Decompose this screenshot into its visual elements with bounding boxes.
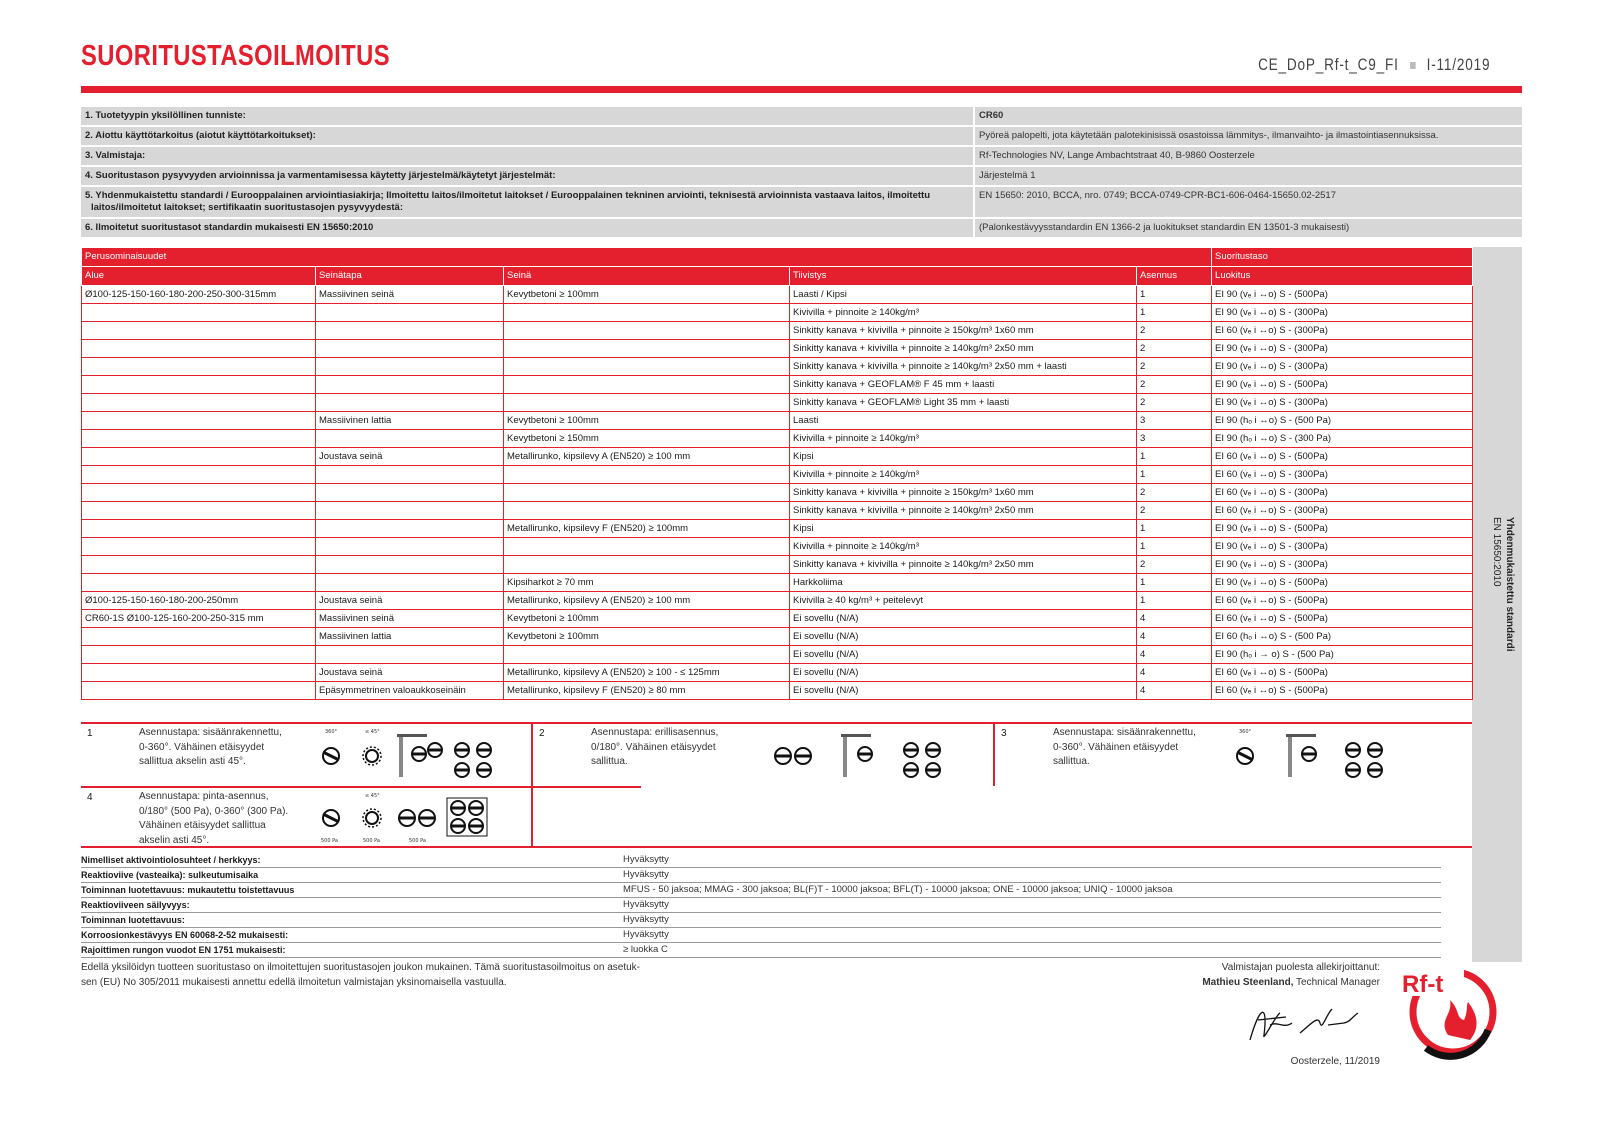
mounting-section [81, 722, 1472, 848]
cell-sealing: Sinkitty kanava + kivivilla + pinnoite ≥ 140kg/m³ 2x50 mm [790, 556, 1137, 574]
table-row [82, 682, 1473, 700]
cell-installation: 1 [1137, 538, 1212, 556]
cell-wall [504, 304, 790, 322]
cell-sealing: Kivivilla + pinnoite ≥ 140kg/m³ [790, 430, 1137, 448]
info-value: Rf-Technologies NV, Lange Ambachtstraat 40, B-9860 Oosterzele [973, 147, 1522, 165]
cell-sealing: Sinkitty kanava + GEOFLAM® Light 35 mm + laasti [790, 394, 1137, 412]
cell-wall: Kevytbetoni ≥ 100mm [504, 286, 790, 304]
table-row [82, 466, 1473, 484]
column-header-classification: Luokitus [1212, 267, 1473, 286]
cell-sealing: Sinkitty kanava + kivivilla + pinnoite ≥ 140kg/m³ 2x50 mm [790, 502, 1137, 520]
property-key: Reaktioviiveen säilyvyys: [81, 900, 190, 910]
doc-code: CE_DoP_Rf-t_C9_FI [1257, 55, 1399, 74]
info-value: EN 15650: 2010, BCCA, nro. 0749; BCCA-0749-CPR-BC1-606-0464-15650.02-2517 [973, 187, 1522, 217]
signed-for-label: Valmistajan puolesta allekirjoittanut: [1221, 962, 1380, 973]
property-value: Hyväksytty [623, 854, 669, 865]
cell-area [82, 502, 316, 520]
cell-area [82, 646, 316, 664]
info-key: 4. Suoritustason pysyvyyden arvioinnissa ja varmentamisessa käytetty järjestelmä/käytetyt järjestelmät: [81, 167, 973, 185]
column-header-sealing: Tiivistys [790, 267, 1137, 286]
cell-classification: EI 60 (vₑ i ↔o) S - (300Pa) [1212, 502, 1473, 520]
place-date: Oosterzele, 11/2019 [1290, 1056, 1380, 1067]
doc-revision: I-11/2019 [1426, 55, 1490, 74]
property-row [81, 883, 1441, 898]
cell-installation: 4 [1137, 610, 1212, 628]
info-value: CR60 [973, 107, 1522, 125]
cell-classification: EI 90 (vₑ i ↔o) S - (300Pa) [1212, 340, 1473, 358]
mounting-cell-1 [81, 724, 533, 786]
cell-installation: 2 [1137, 376, 1212, 394]
cell-wall-type [316, 304, 504, 322]
cell-classification: EI 60 (vₑ i ↔o) S - (300Pa) [1212, 484, 1473, 502]
cell-wall [504, 484, 790, 502]
mounting-text: Asennustapa: sisäänrakennettu, 0-360°. Vähäinen etäisyydet sallittua akselin asti 45°. [139, 727, 282, 767]
cell-wall-type [316, 646, 504, 664]
info-key: 1. Tuotetyypin yksilöllinen tunniste: [81, 107, 973, 125]
cell-area [82, 484, 316, 502]
signer-name: Mathieu Steenland, [1202, 977, 1294, 988]
cell-wall-type [316, 520, 504, 538]
cell-area [82, 574, 316, 592]
property-row [81, 853, 1441, 868]
cell-area [82, 556, 316, 574]
document-title: SUORITUSTASOILMOITUS [81, 40, 390, 72]
info-section [81, 107, 1522, 239]
cell-area [82, 682, 316, 700]
header-rule [81, 86, 1522, 93]
property-row [81, 943, 1441, 958]
cell-sealing: Ei sovellu (N/A) [790, 664, 1137, 682]
cell-installation: 1 [1137, 448, 1212, 466]
cell-sealing: Kivivilla ≥ 40 kg/m³ + peitelevyt [790, 592, 1137, 610]
info-key: 6. Ilmoitetut suoritustasot standardin mukaisesti EN 15650:2010 [81, 219, 973, 237]
cell-area [82, 376, 316, 394]
table-row [82, 502, 1473, 520]
table-row [82, 628, 1473, 646]
cell-classification: EI 60 (vₑ i ↔o) S - (500Pa) [1212, 664, 1473, 682]
property-key: Toiminnan luotettavuus: mukautettu toistettavuus [81, 885, 295, 895]
label-360: 360° [325, 729, 338, 735]
cell-sealing: Sinkitty kanava + kivivilla + pinnoite ≥ 140kg/m³ 2x50 mm + laasti [790, 358, 1137, 376]
group-header-performance: Suoritustaso [1212, 248, 1473, 267]
cell-area [82, 448, 316, 466]
property-value: Hyväksytty [623, 929, 669, 940]
cell-classification: EI 90 (vₑ i ↔o) S - (300Pa) [1212, 394, 1473, 412]
table-row [82, 412, 1473, 430]
cell-wall-type: Massiivinen lattia [316, 412, 504, 430]
cell-sealing: Sinkitty kanava + GEOFLAM® F 45 mm + laasti [790, 376, 1137, 394]
cell-classification: EI 90 (vₑ i ↔o) S - (500Pa) [1212, 520, 1473, 538]
property-key: Nimelliset aktivointiolosuhteet / herkkyys: [81, 855, 261, 865]
cell-classification: EI 90 (vₑ i ↔o) S - (300Pa) [1212, 304, 1473, 322]
property-value: MFUS - 50 jaksoa; MMAG - 300 jaksoa; BL(F)T - 10000 jaksoa; BFL(T) - 10000 jaksoa; ONE - 10000 jaksoa; UNIQ - 10000 jaksoa [623, 884, 1173, 895]
cell-area [82, 394, 316, 412]
cell-wall-type [316, 376, 504, 394]
property-row [81, 868, 1441, 883]
cell-installation: 3 [1137, 430, 1212, 448]
mounting-text: Asennustapa: sisäänrakennettu, 0-360°. Vähäinen etäisyydet sallittua. [1053, 727, 1196, 767]
cell-classification: EI 90 (hₒ i → o) S - (500 Pa) [1212, 646, 1473, 664]
cell-installation: 1 [1137, 520, 1212, 538]
cell-installation: 2 [1137, 358, 1212, 376]
cell-installation: 1 [1137, 304, 1212, 322]
cell-area [82, 538, 316, 556]
cell-sealing: Kivivilla + pinnoite ≥ 140kg/m³ [790, 538, 1137, 556]
cell-installation: 4 [1137, 682, 1212, 700]
cell-wall-type [316, 430, 504, 448]
mounting-1-diagram [317, 726, 527, 784]
property-key: Reaktioviive (vasteaika): sulkeutumisaika [81, 870, 259, 880]
svg-text:500 Pa: 500 Pa [321, 838, 338, 844]
cell-area: CR60-1S Ø100-125-160-200-250-315 mm [82, 610, 316, 628]
side-label-line2: EN 15650:2010 [1491, 517, 1502, 587]
cell-wall [504, 502, 790, 520]
table-row [82, 520, 1473, 538]
separator-square-icon [1410, 62, 1416, 69]
cell-wall-type [316, 466, 504, 484]
cell-classification: EI 90 (vₑ i ↔o) S - (500Pa) [1212, 574, 1473, 592]
cell-area: Ø100-125-150-160-180-200-250mm [82, 592, 316, 610]
table-row [82, 376, 1473, 394]
mounting-4-diagram [317, 790, 527, 848]
cell-wall [504, 340, 790, 358]
cell-wall-type: Joustava seinä [316, 448, 504, 466]
mounting-number: 4 [87, 792, 93, 803]
cell-wall: Kevytbetoni ≥ 100mm [504, 412, 790, 430]
properties-list [81, 853, 1441, 958]
cell-installation: 2 [1137, 556, 1212, 574]
conformity-statement [81, 960, 640, 990]
cell-installation: 1 [1137, 466, 1212, 484]
svg-text:500 Pa: 500 Pa [409, 838, 426, 844]
signature-image [1240, 995, 1370, 1050]
cell-wall-type [316, 340, 504, 358]
cell-area [82, 628, 316, 646]
cell-wall-type: Joustava seinä [316, 592, 504, 610]
cell-wall-type [316, 538, 504, 556]
cell-area [82, 466, 316, 484]
cell-classification: EI 90 (vₑ i ↔o) S - (500Pa) [1212, 376, 1473, 394]
table-row [82, 592, 1473, 610]
info-value: Pyöreä palopelti, jota käytetään palotekinisissä osastoissa lämmitys-, ilmanvaihto- ja ilmastointiasennuksissa. [973, 127, 1522, 145]
cell-installation: 2 [1137, 502, 1212, 520]
mounting-number: 2 [539, 728, 545, 739]
cell-wall: Metallirunko, kipsilevy A (EN520) ≥ 100 mm [504, 592, 790, 610]
cell-installation: 2 [1137, 340, 1212, 358]
cell-installation: 1 [1137, 286, 1212, 304]
cell-sealing: Sinkitty kanava + kivivilla + pinnoite ≥ 150kg/m³ 1x60 mm [790, 484, 1137, 502]
info-row [81, 167, 1522, 187]
cell-sealing: Ei sovellu (N/A) [790, 628, 1137, 646]
table-row [82, 484, 1473, 502]
svg-text:≤ 45°: ≤ 45° [365, 793, 380, 799]
cell-classification: EI 90 (vₑ i ↔o) S - (500Pa) [1212, 286, 1473, 304]
column-header-wall: Seinä [504, 267, 790, 286]
cell-sealing: Laasti / Kipsi [790, 286, 1137, 304]
cell-area: Ø100-125-150-160-180-200-250-300-315mm [82, 286, 316, 304]
mounting-3-diagram [1231, 726, 1441, 784]
table-row [82, 304, 1473, 322]
cell-wall [504, 376, 790, 394]
cell-wall-type: Massiivinen lattia [316, 628, 504, 646]
signer-block [1100, 960, 1380, 990]
cell-classification: EI 90 (vₑ i ↔o) S - (300Pa) [1212, 358, 1473, 376]
svg-text:≤ 45°: ≤ 45° [365, 729, 380, 735]
cell-area [82, 430, 316, 448]
cell-sealing: Laasti [790, 412, 1137, 430]
cell-wall-type [316, 358, 504, 376]
mounting-cell-4 [81, 788, 533, 848]
property-value: Hyväksytty [623, 869, 669, 880]
cell-wall [504, 322, 790, 340]
info-row [81, 219, 1522, 239]
cell-sealing: Kipsi [790, 448, 1137, 466]
cell-classification: EI 90 (hₒ i ↔o) S - (300 Pa) [1212, 430, 1473, 448]
signer-line [1100, 975, 1380, 990]
cell-sealing: Kivivilla + pinnoite ≥ 140kg/m³ [790, 304, 1137, 322]
cell-wall: Metallirunko, kipsilevy A (EN520) ≥ 100 mm [504, 448, 790, 466]
cell-wall-type: Massiivinen seinä [316, 286, 504, 304]
cell-classification: EI 90 (vₑ i ↔o) S - (300Pa) [1212, 556, 1473, 574]
cell-area [82, 664, 316, 682]
cell-area [82, 322, 316, 340]
cell-classification: EI 60 (hₒ i ↔o) S - (500 Pa) [1212, 628, 1473, 646]
table-row [82, 322, 1473, 340]
cell-wall-type: Massiivinen seinä [316, 610, 504, 628]
table-row [82, 394, 1473, 412]
cell-wall [504, 358, 790, 376]
svg-text:360°: 360° [1239, 729, 1252, 735]
cell-sealing: Harkkoliima [790, 574, 1137, 592]
cell-area [82, 412, 316, 430]
cell-wall-type [316, 394, 504, 412]
group-header-basic: Perusominaisuudet [82, 248, 1212, 267]
statement-line-1: Edellä yksilöidyn tuotteen suoritustaso on ilmoitettujen suoritustasojen joukon mukainen. Tämä suoritustasoilmoitus on asetuk- [81, 962, 641, 973]
property-key: Rajoittimen rungon vuodot EN 1751 mukaisesti: [81, 945, 286, 955]
cell-installation: 4 [1137, 646, 1212, 664]
property-key: Korroosionkestävyys EN 60068-2-52 mukaisesti: [81, 930, 289, 940]
cell-sealing: Sinkitty kanava + kivivilla + pinnoite ≥ 150kg/m³ 1x60 mm [790, 322, 1137, 340]
side-label [1490, 517, 1516, 651]
statement-line-2: sen (EU) No 305/2011 mukaisesti annettu edellä ilmoitetun valmistajan yksinomaisella vastuulla. [81, 977, 507, 988]
info-row [81, 147, 1522, 167]
table-row [82, 430, 1473, 448]
info-row [81, 187, 1522, 219]
svg-text:500 Pa: 500 Pa [363, 838, 380, 844]
cell-wall [504, 538, 790, 556]
property-row [81, 928, 1441, 943]
cell-sealing: Ei sovellu (N/A) [790, 682, 1137, 700]
side-label-line1: Yhdenmukaistettu standardi [1504, 517, 1515, 652]
column-header-installation: Asennus [1137, 267, 1212, 286]
cell-wall-type: Joustava seinä [316, 664, 504, 682]
cell-classification: EI 60 (vₑ i ↔o) S - (300Pa) [1212, 466, 1473, 484]
cell-sealing: Ei sovellu (N/A) [790, 646, 1137, 664]
cell-classification: EI 60 (vₑ i ↔o) S - (300Pa) [1212, 322, 1473, 340]
cell-area [82, 520, 316, 538]
cell-wall: Metallirunko, kipsilevy F (EN520) ≥ 100mm [504, 520, 790, 538]
table-row [82, 538, 1473, 556]
cell-sealing: Kipsi [790, 520, 1137, 538]
cell-installation: 1 [1137, 592, 1212, 610]
mounting-text: Asennustapa: pinta-asennus, 0/180° (500 Pa), 0-360° (300 Pa). Vähäinen etäisyydet sallittua akselin asti 45°. [139, 791, 289, 846]
info-row [81, 107, 1522, 127]
cell-wall: Metallirunko, kipsilevy F (EN520) ≥ 80 mm [504, 682, 790, 700]
cell-sealing: Ei sovellu (N/A) [790, 610, 1137, 628]
table-row [82, 340, 1473, 358]
mounting-cell-3 [995, 724, 1472, 786]
column-header-wall-type: Seinätapa [316, 267, 504, 286]
cell-wall: Kevytbetoni ≥ 100mm [504, 628, 790, 646]
mounting-2-diagram [769, 726, 989, 784]
cell-wall [504, 394, 790, 412]
info-value: (Palonkestävyysstandardin EN 1366-2 ja luokitukset standardin EN 13501-3 mukaisesti) [973, 219, 1522, 237]
cell-wall [504, 466, 790, 484]
property-value: ≥ luokka C [623, 944, 668, 955]
cell-wall-type [316, 322, 504, 340]
cell-classification: EI 60 (vₑ i ↔o) S - (500Pa) [1212, 592, 1473, 610]
table-row [82, 610, 1473, 628]
info-key: 2. Aiottu käyttötarkoitus (aiotut käyttötarkoitukset): [81, 127, 973, 145]
cell-wall-type [316, 556, 504, 574]
table-row [82, 358, 1473, 376]
cell-area [82, 358, 316, 376]
cell-wall-type [316, 484, 504, 502]
logo-text: Rf-t [1402, 971, 1444, 998]
info-row [81, 127, 1522, 147]
cell-area [82, 340, 316, 358]
mounting-cell-2 [533, 724, 995, 786]
property-row [81, 898, 1441, 913]
cell-installation: 2 [1137, 322, 1212, 340]
cell-classification: EI 60 (vₑ i ↔o) S - (500Pa) [1212, 682, 1473, 700]
cell-installation: 2 [1137, 394, 1212, 412]
mounting-number: 3 [1001, 728, 1007, 739]
cell-wall: Metallirunko, kipsilevy A (EN520) ≥ 100 - ≤ 125mm [504, 664, 790, 682]
property-value: Hyväksytty [623, 899, 669, 910]
table-row [82, 574, 1473, 592]
cell-wall-type [316, 574, 504, 592]
property-value: Hyväksytty [623, 914, 669, 925]
cell-wall [504, 646, 790, 664]
table-row [82, 664, 1473, 682]
cell-wall: Kevytbetoni ≥ 150mm [504, 430, 790, 448]
standard-side-panel [1472, 247, 1522, 962]
property-row [81, 913, 1441, 928]
table-row [82, 556, 1473, 574]
document-reference [1258, 55, 1490, 75]
cell-classification: EI 60 (vₑ i ↔o) S - (500Pa) [1212, 610, 1473, 628]
column-header-area: Alue [82, 267, 316, 286]
cell-installation: 4 [1137, 628, 1212, 646]
cell-installation: 4 [1137, 664, 1212, 682]
cell-installation: 2 [1137, 484, 1212, 502]
cell-installation: 3 [1137, 412, 1212, 430]
cell-sealing: Kivivilla + pinnoite ≥ 140kg/m³ [790, 466, 1137, 484]
table-row [82, 646, 1473, 664]
info-key: 3. Valmistaja: [81, 147, 973, 165]
cell-classification: EI 90 (vₑ i ↔o) S - (300Pa) [1212, 538, 1473, 556]
cell-installation: 1 [1137, 574, 1212, 592]
cell-wall-type [316, 502, 504, 520]
info-value: Järjestelmä 1 [973, 167, 1522, 185]
cell-wall [504, 556, 790, 574]
performance-table [81, 247, 1472, 700]
info-key: 5. Yhdenmukaistettu standardi / Eurooppalainen arviointiasiakirja; Ilmoitettu laitos/ilmoitetut laitokset / Eurooppalainen tekninen arviointi, teknisestä arvioinnista vastaava laitos, ilmoitettu laitos/ilmoitetut laitokset; sertifikaatin suoritustasojen pysyvyydestä: [81, 187, 973, 217]
cell-wall-type: Epäsymmetrinen valoaukkoseinäin [316, 682, 504, 700]
cell-sealing: Sinkitty kanava + kivivilla + pinnoite ≥ 140kg/m³ 2x50 mm [790, 340, 1137, 358]
cell-classification: EI 90 (hₒ i ↔o) S - (500 Pa) [1212, 412, 1473, 430]
table-row [82, 286, 1473, 304]
cell-wall: Kipsiharkot ≥ 70 mm [504, 574, 790, 592]
property-key: Toiminnan luotettavuus: [81, 915, 185, 925]
cell-wall: Kevytbetoni ≥ 100mm [504, 610, 790, 628]
mounting-text: Asennustapa: erillisasennus, 0/180°. Vähäinen etäisyydet sallittua. [591, 727, 719, 767]
cell-area [82, 304, 316, 322]
signer-role: Technical Manager [1293, 977, 1380, 988]
table-row [82, 448, 1473, 466]
mounting-number: 1 [87, 728, 93, 739]
rf-t-logo [1398, 960, 1498, 1060]
cell-classification: EI 60 (vₑ i ↔o) S - (500Pa) [1212, 448, 1473, 466]
